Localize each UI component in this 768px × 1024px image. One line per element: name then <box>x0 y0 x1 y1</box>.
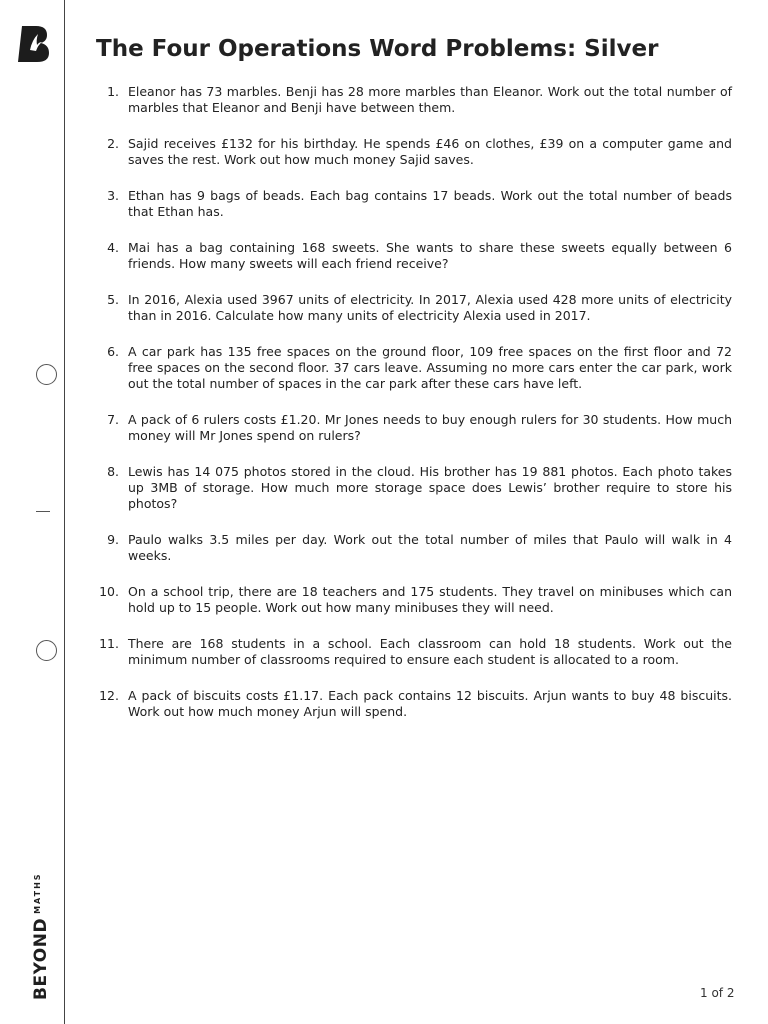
problem-number: 12. <box>99 688 119 703</box>
problem-number: 9. <box>107 532 119 547</box>
problem-number: 8. <box>107 464 119 479</box>
problem-item <box>92 292 732 324</box>
problem-item <box>92 344 732 392</box>
problem-item <box>92 188 732 220</box>
problem-number: 4. <box>107 240 119 255</box>
problem-number: 6. <box>107 344 119 359</box>
fold-mark <box>36 511 50 512</box>
punch-hole-bottom <box>36 640 57 661</box>
problem-text: In 2016, Alexia used 3967 units of electricity. In 2017, Alexia used 428 more units of electricity than in 2016. Calculate how many units of electricity Alexia used in 2017. <box>128 292 732 323</box>
problem-item <box>92 532 732 564</box>
problem-item <box>92 464 732 512</box>
problem-number: 7. <box>107 412 119 427</box>
problem-text: There are 168 students in a school. Each classroom can hold 18 students. Work out the minimum number of classrooms required to ensure each student is allocated to a room. <box>128 636 732 667</box>
problem-text: Paulo walks 3.5 miles per day. Work out the total number of miles that Paulo will walk in 4 weeks. <box>128 532 732 563</box>
problem-number: 2. <box>107 136 119 151</box>
problem-number: 3. <box>107 188 119 203</box>
problem-item <box>92 688 732 720</box>
problem-number: 11. <box>99 636 119 651</box>
problem-item <box>92 584 732 616</box>
problem-text: Ethan has 9 bags of beads. Each bag contains 17 beads. Work out the total number of beads that Ethan has. <box>128 188 732 219</box>
brand-wordmark <box>33 872 50 1000</box>
problem-text: Mai has a bag containing 168 sweets. She wants to share these sweets equally between 6 friends. How many sweets will each friend receive? <box>128 240 732 271</box>
problem-text: A pack of 6 rulers costs £1.20. Mr Jones needs to buy enough rulers for 30 students. How much money will Mr Jones spend on rulers? <box>128 412 732 443</box>
problem-item <box>92 636 732 668</box>
problem-number: 1. <box>107 84 119 99</box>
problem-number: 10. <box>99 584 119 599</box>
brand-name: BEYOND <box>31 917 51 1000</box>
problem-text: A pack of biscuits costs £1.17. Each pack contains 12 biscuits. Arjun wants to buy 48 biscuits. Work out how much money Arjun will spend. <box>128 688 732 719</box>
page-number: 1 of 2 <box>700 986 735 1000</box>
problem-item <box>92 84 732 116</box>
brand-subtitle: MATHS <box>33 872 42 914</box>
problem-list <box>92 84 732 740</box>
margin-line <box>64 0 65 1024</box>
problem-item <box>92 136 732 168</box>
punch-hole-top <box>36 364 57 385</box>
problem-number: 5. <box>107 292 119 307</box>
problem-item <box>92 240 732 272</box>
problem-item <box>92 412 732 444</box>
problem-text: On a school trip, there are 18 teachers and 175 students. They travel on minibuses which can hold up to 15 people. Work out how many minibuses they will need. <box>128 584 732 615</box>
beyond-b-logo-icon <box>16 24 52 64</box>
page-title: The Four Operations Word Problems: Silver <box>96 36 659 62</box>
problem-text: Eleanor has 73 marbles. Benji has 28 more marbles than Eleanor. Work out the total number of marbles that Eleanor and Benji have between them. <box>128 84 732 115</box>
problem-text: A car park has 135 free spaces on the ground floor, 109 free spaces on the first floor and 72 free spaces on the second floor. 37 cars leave. Assuming no more cars enter the car park, work out the total number of spaces in the car park after these cars have left. <box>128 344 732 391</box>
problem-text: Sajid receives £132 for his birthday. He spends £46 on clothes, £39 on a computer game and saves the rest. Work out how much money Sajid saves. <box>128 136 732 167</box>
problem-text: Lewis has 14 075 photos stored in the cloud. His brother has 19 881 photos. Each photo takes up 3MB of storage. How much more storage space does Lewis’ brother require to store his photos? <box>128 464 732 511</box>
